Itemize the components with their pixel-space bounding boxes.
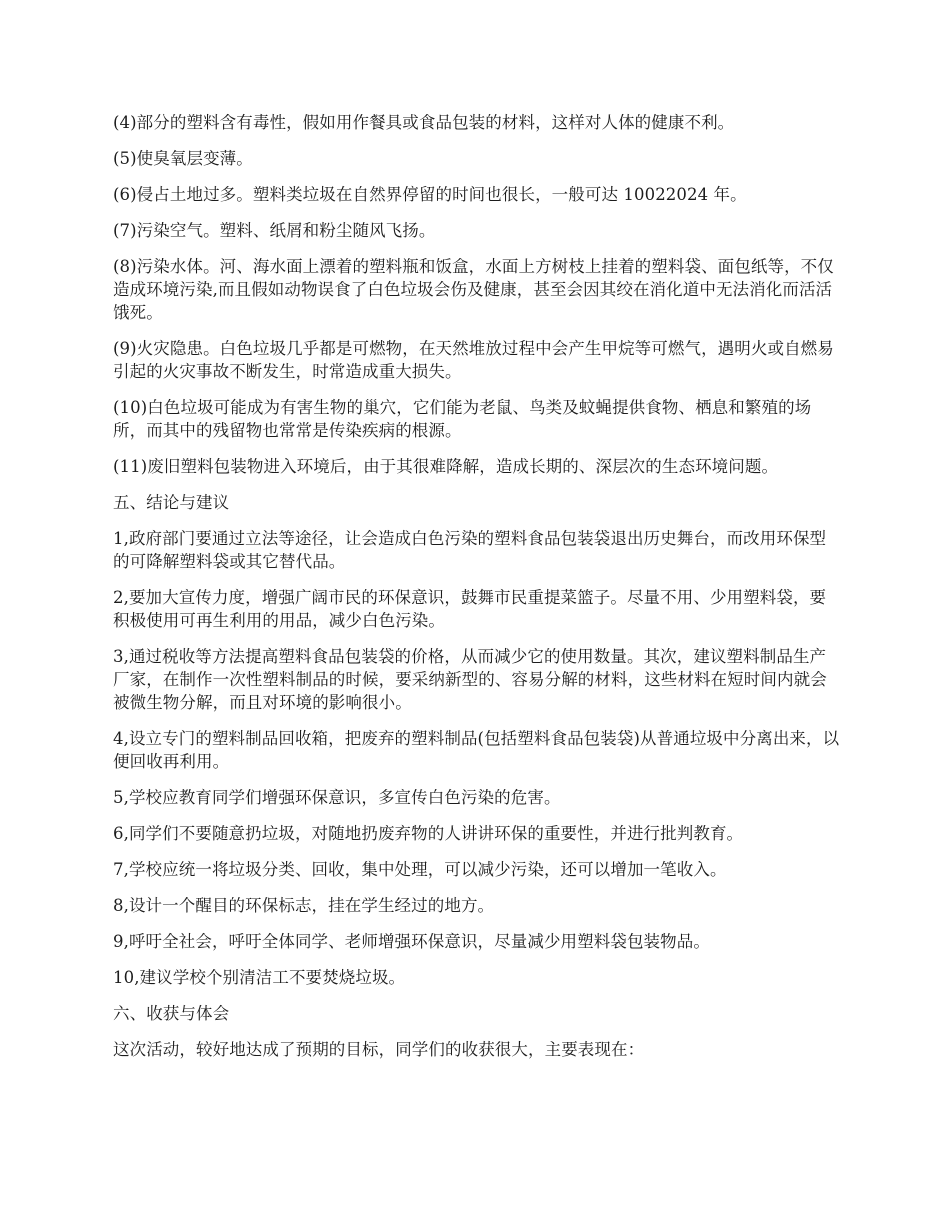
suggestion-item-1: 1,政府部门要通过立法等途径，让会造成白色污染的塑料食品包装袋退出历史舞台，而改用环保型的可降解塑料袋或其它替代品。	[113, 529, 827, 571]
paragraph-item-7: (7)污染空气。塑料、纸屑和粉尘随风飞扬。	[113, 221, 436, 240]
paragraph-item-5: (5)使臭氧层变薄。	[113, 149, 253, 168]
section-heading-conclusions: 五、结论与建议	[113, 493, 230, 512]
suggestion-item-8: 8,设计一个醒目的环保标志，挂在学生经过的地方。	[113, 896, 495, 915]
suggestion-item-2: 2,要加大宣传力度，增强广阔市民的环保意识，鼓舞市民重提菜篮子。尽量不用、少用塑料袋，要积极使用可再生利用的用品，减少白色污染。	[113, 588, 827, 630]
paragraph-item-4: (4)部分的塑料含有毒性，假如用作餐具或食品包装的材料，这样对人体的健康不利。	[113, 113, 735, 132]
paragraph-item-6: (6)侵占土地过多。塑料类垃圾在自然界停留的时间也很长，一般可达 10022024 年。	[113, 185, 747, 204]
suggestion-item-6: 6,同学们不要随意扔垃圾，对随地扔废弃物的人讲讲环保的重要性，并进行批判教育。	[113, 824, 744, 843]
suggestion-item-9: 9,呼吁全社会，呼吁全体同学、老师增强环保意识，尽量减少用塑料袋包装物品。	[113, 932, 710, 951]
suggestion-item-3: 3,通过税收等方法提高塑料食品包装袋的价格，从而减少它的使用数量。其次，建议塑料制品生产厂家，在制作一次性塑料制品的时候，要采纳新型的、容易分解的材料，这些材料在短时间内就会被微生物分解，而且对环境的影响很小。	[113, 647, 827, 712]
paragraph-item-9: (9)火灾隐患。白色垃圾几乎都是可燃物，在天然堆放过程中会产生甲烷等可燃气，遇明火或自燃易引起的火灾事故不断发生，时常造成重大损失。	[113, 339, 834, 381]
suggestion-item-4: 4,设立专门的塑料制品回收箱，把废弃的塑料制品(包括塑料食品包装袋)从普通垃圾中分离出来，以便回收再利用。	[113, 729, 840, 771]
suggestion-item-10: 10,建议学校个别清洁工不要焚烧垃圾。	[113, 968, 406, 987]
reflection-intro: 这次活动，较好地达成了预期的目标，同学们的收获很大，主要表现在：	[113, 1040, 645, 1059]
suggestion-item-7: 7,学校应统一将垃圾分类、回收，集中处理，可以减少污染，还可以增加一笔收入。	[113, 860, 727, 879]
paragraph-item-10: (10)白色垃圾可能成为有害生物的巢穴，它们能为老鼠、鸟类及蚊蝇提供食物、栖息和繁殖的场所，而其中的残留物也常常是传染疾病的根源。	[113, 398, 812, 440]
paragraph-item-8: (8)污染水体。河、海水面上漂着的塑料瓶和饭盒，水面上方树枝上挂着的塑料袋、面包纸等，不仅造成环境污染,而且假如动物误食了白色垃圾会伤及健康，甚至会因其绞在消化道中无法消化而活活饿死。	[113, 257, 834, 322]
suggestion-item-5: 5,学校应教育同学们增强环保意识，多宣传白色污染的危害。	[113, 788, 561, 807]
section-heading-reflections: 六、收获与体会	[113, 1004, 230, 1023]
paragraph-item-11: (11)废旧塑料包装物进入环境后，由于其很难降解，造成长期的、深层次的生态环境问题。	[113, 457, 779, 476]
